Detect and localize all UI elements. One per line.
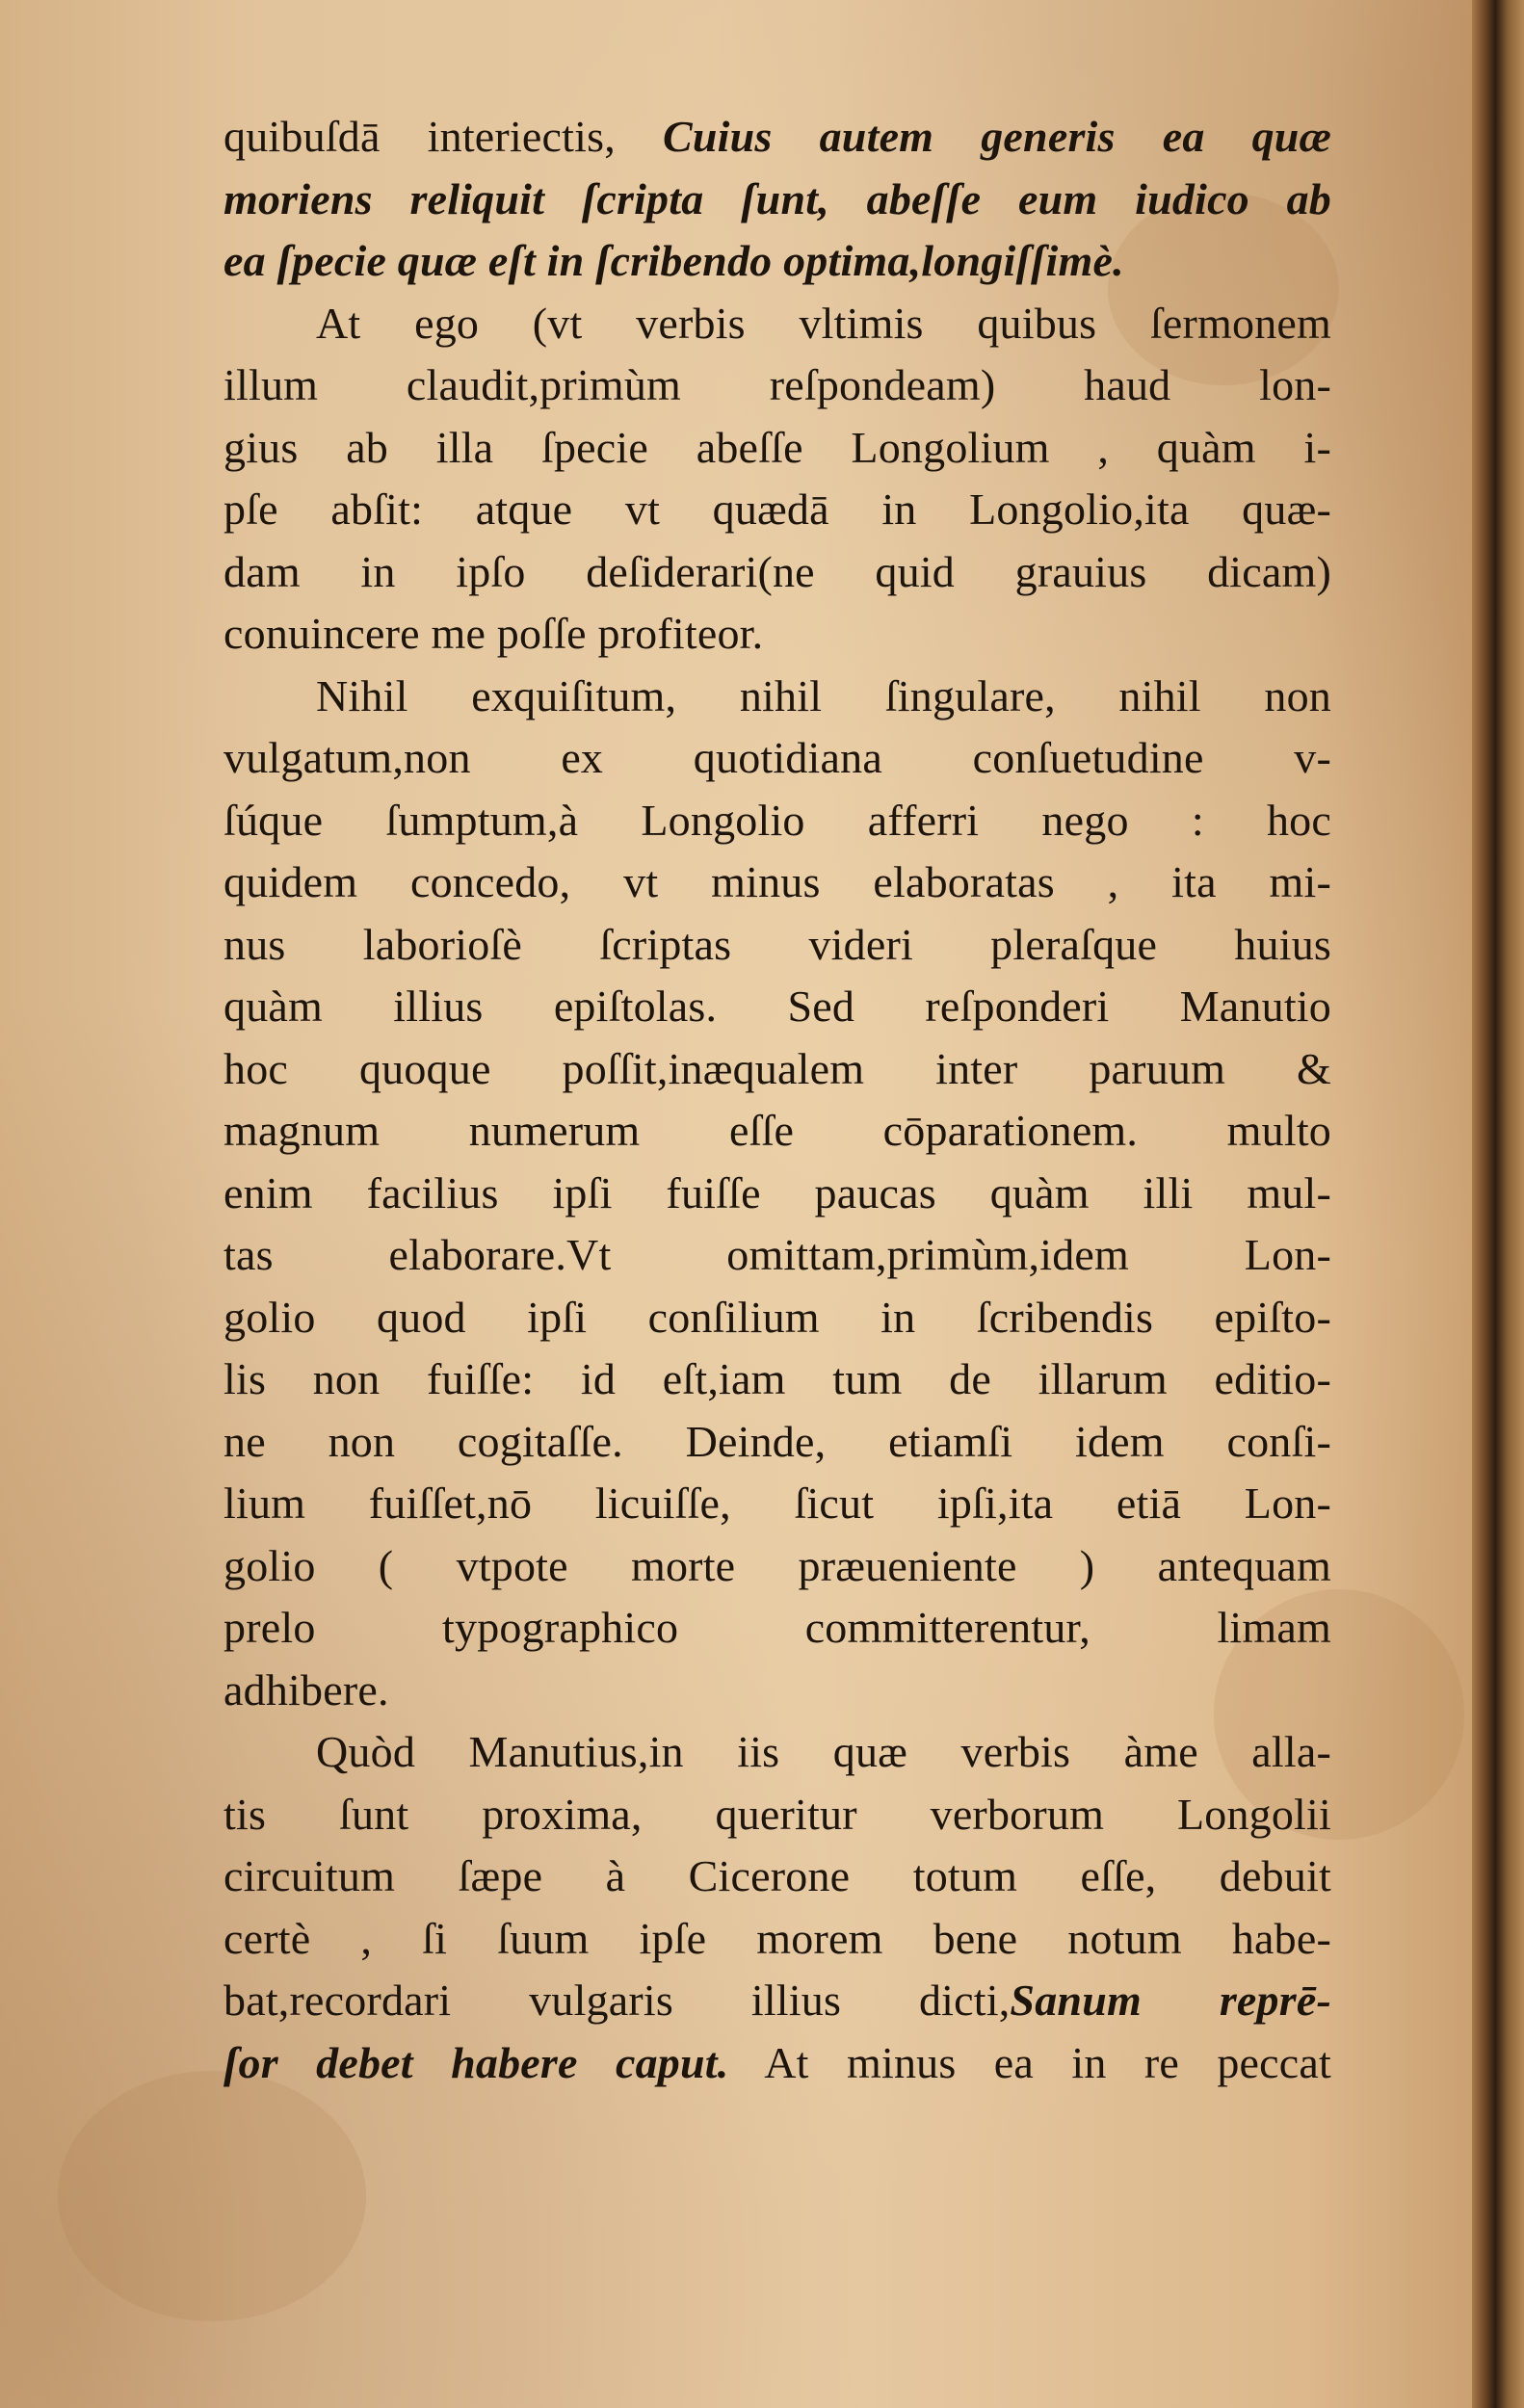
text-line-11: vulgatum,non ex quotidiana conſuetudine v- — [223, 733, 1331, 782]
text-segment-italic: Sanum reprē- — [1010, 1976, 1331, 2025]
text-line-19: tas elaborare.Vt omittam,primùm,idem Lon- — [223, 1230, 1331, 1279]
text-line-17: magnum numerum eſſe cōparationem. multo — [223, 1106, 1331, 1155]
text-segment: At minus ea in re peccat — [728, 2037, 1331, 2087]
text-segment: quibuſdā interiectis, — [223, 112, 663, 161]
text-line-8: dam in ipſo deſiderari(ne quid grauius dicam) — [223, 546, 1331, 596]
text-line-20: golio quod ipſi conſilium in ſcribendis epiſto- — [223, 1292, 1331, 1342]
text-line-6: gius ab illa ſpecie abeſſe Longolium , quàm i- — [223, 422, 1331, 472]
text-segment-italic: Cuius autem generis ea quæ — [663, 112, 1331, 161]
text-line-22: ne non cogitaſſe. Deinde, etiamſi idem conſi- — [223, 1416, 1331, 1466]
text-line-10: Nihil exquiſitum, nihil ſingulare, nihil non — [316, 670, 1331, 720]
text-line-16: hoc quoque poſſit,inæqualem inter paruum & — [223, 1043, 1331, 1093]
text-line-9: conuincere me poſſe profiteor. — [223, 609, 764, 658]
paper-stain — [58, 2071, 366, 2321]
text-line-14: nus laborioſè ſcriptas videri pleraſque huius — [223, 919, 1331, 969]
text-line-28: tis ſunt proxima, queritur verborum Longolii — [223, 1789, 1331, 1839]
text-line-2: moriens reliquit ſcripta ſunt, abeſſe eum iudico ab — [223, 173, 1331, 223]
text-line-18: enim facilius ipſi fuiſſe paucas quàm illi mul- — [223, 1167, 1331, 1217]
text-line-31 — [223, 1970, 1331, 2032]
text-line-26: adhibere. — [223, 1664, 389, 1714]
text-line-25: prelo typographico committerentur, limam — [223, 1603, 1331, 1652]
text-line-29: circuitum ſæpe à Cicerone totum eſſe, debuit — [223, 1851, 1331, 1900]
text-line-24: golio ( vtpote morte præueniente ) antequam — [223, 1540, 1331, 1590]
text-segment: bat,recordari vulgaris illius dicti, — [223, 1976, 1011, 2025]
text-line-4: At ego (vt verbis vltimis quibus ſermonem — [316, 298, 1331, 348]
text-line-23: lium fuiſſet,nō licuiſſe, ſicut ipſi,ita etiā Lon- — [223, 1479, 1331, 1528]
text-line-7: pſe abſit: atque vt quædā in Longolio,ita quæ- — [223, 484, 1331, 534]
text-line-21: lis non fuiſſe: id eſt,iam tum de illarum editio- — [223, 1354, 1331, 1403]
text-line-1 — [223, 106, 1331, 169]
text-line-5: illum claudit,primùm reſpondeam) haud lon- — [223, 360, 1331, 409]
text-line-32 — [223, 2032, 1331, 2095]
text-line-15: quàm illius epiſtolas. Sed reſponderi Manutio — [223, 982, 1331, 1031]
text-line-12: ſúque ſumptum,à Longolio afferri nego : hoc — [223, 795, 1331, 845]
text-segment-italic: ſor debet habere caput. — [223, 2037, 729, 2087]
book-spine — [1472, 0, 1524, 2408]
text-line-30: certè , ſi ſuum ipſe morem bene notum habe- — [223, 1913, 1331, 1963]
page-text — [223, 106, 1331, 2094]
text-line-27: Quòd Manutius,in iis quæ verbis àme alla- — [316, 1727, 1331, 1776]
text-line-13: quidem concedo, vt minus elaboratas , ita mi- — [223, 857, 1331, 906]
text-line-3: ea ſpecie quæ eſt in ſcribendo optima,longiſſimè. — [223, 236, 1124, 285]
